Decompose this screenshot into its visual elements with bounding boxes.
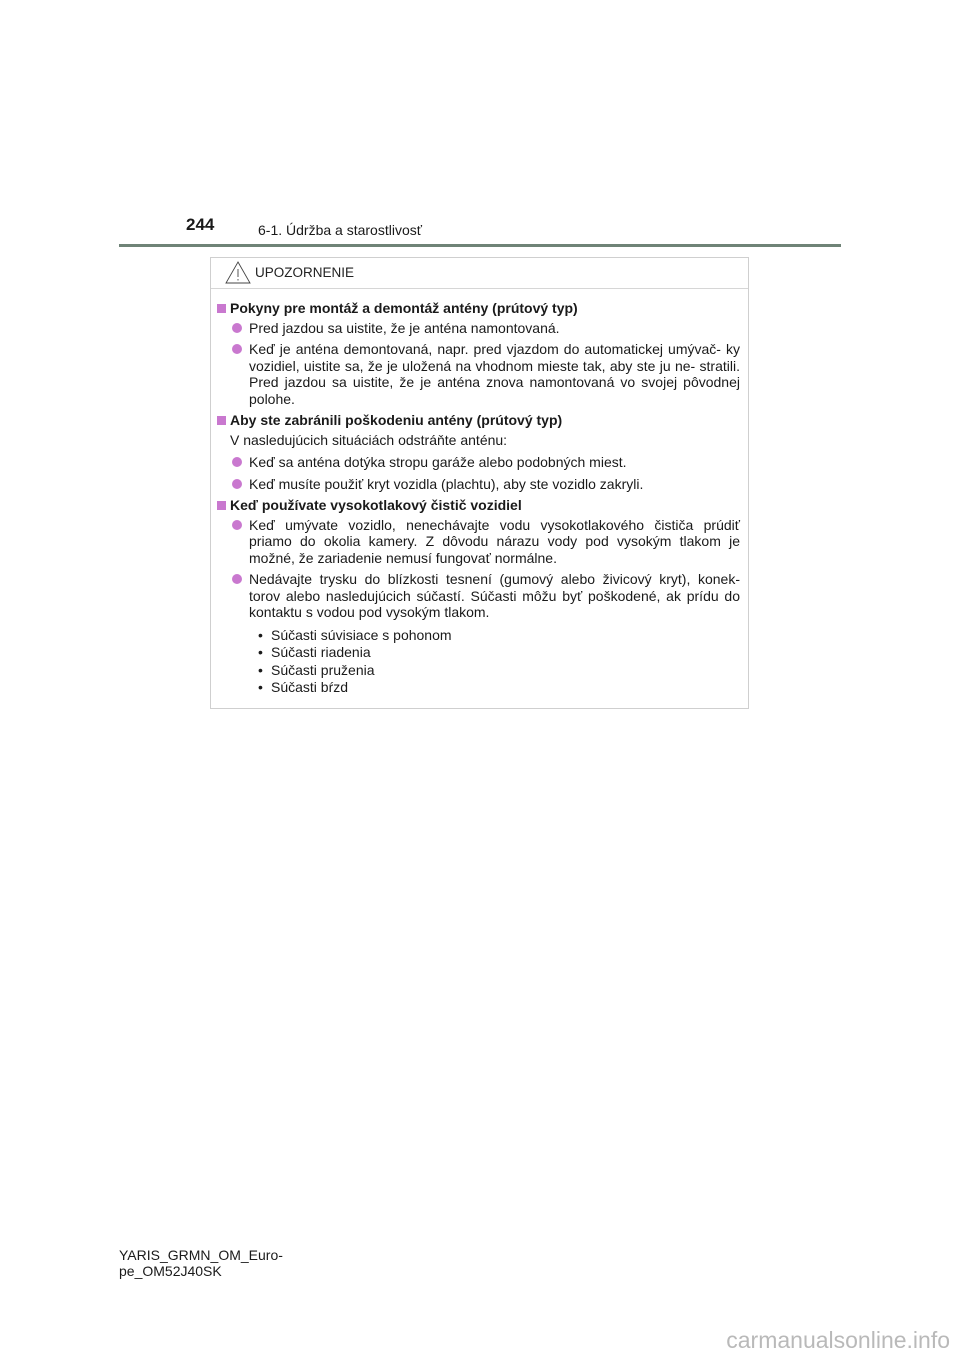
section-heading-text: Keď používate vysokotlakový čistič vozidiel — [230, 497, 522, 513]
sub-list-item — [217, 627, 740, 644]
round-bullet-icon — [232, 457, 242, 467]
round-bullet-icon — [232, 574, 242, 584]
header-rule — [119, 244, 841, 247]
warning-title: UPOZORNENIE — [255, 265, 355, 280]
bullet-text: Nedávajte trysku do blízkosti tesnení (gumový alebo živicový kryt), konek- torov alebo nasledujúcich súčastí. Súčasti môžu byť poškodené, ak prídu do kontaktu s vodou pod vysokým tlakom. — [249, 571, 740, 620]
bullet-text: Keď musíte použiť kryt vozidla (plachtu), aby ste vozidlo zakryli. — [249, 475, 644, 492]
bullet-item — [217, 476, 740, 493]
bullet-item — [217, 341, 740, 407]
bullet-text: Pred jazdou sa uistite, že je anténa namontovaná. — [249, 319, 560, 336]
square-bullet-icon — [217, 304, 226, 313]
square-bullet-icon — [217, 501, 226, 510]
square-bullet-icon — [217, 416, 226, 425]
dot-bullet-icon: • — [258, 626, 263, 643]
round-bullet-icon — [232, 479, 242, 489]
warning-header — [211, 258, 748, 289]
bullet-item — [217, 571, 740, 696]
footer-document-id — [119, 1247, 283, 1279]
bullet-item — [217, 517, 740, 567]
round-bullet-icon — [232, 344, 242, 354]
section-intro: V nasledujúcich situáciách odstráňte anténu: — [230, 431, 508, 448]
sub-list-item — [217, 662, 740, 679]
sub-list — [217, 627, 740, 696]
bullet-text: Keď je anténa demontovaná, napr. pred vjazdom do automatickej umývač- ky vozidiel, uistite sa, že je uložená na vhodnom mieste tak, aby ste ju ne- stratili. Pred jazdou sa uistite, že je anténa znova namontovaná vo svojej pôvodnej polohe. — [249, 341, 740, 407]
section-heading-text: Pokyny pre montáž a demontáž antény (prútový typ) — [230, 300, 578, 316]
sub-list-item — [217, 679, 740, 696]
round-bullet-icon — [232, 520, 242, 530]
section-heading-text: Aby ste zabránili poškodeniu antény (prútový typ) — [230, 412, 563, 428]
warning-box — [210, 257, 749, 709]
section-heading — [217, 497, 740, 514]
watermark[interactable]: carmanualsonline.info — [726, 1327, 950, 1353]
round-bullet-icon — [232, 323, 242, 333]
warning-triangle-icon — [225, 261, 251, 284]
footer-line-2: pe_OM52J40SK — [119, 1263, 222, 1279]
dot-bullet-icon: • — [258, 679, 263, 695]
bullet-text: Keď umývate vozidlo, nenechávajte vodu vysokotlakového čističa prúdiť priamo do okolia kamery. Z dôvodu nárazu vody pod vysokým tlakom je možné, že zariadenie nemusí fungovať normálne. — [249, 516, 740, 566]
sub-list-item — [217, 644, 740, 661]
page-number: 244 — [186, 215, 215, 234]
section-heading — [217, 300, 740, 317]
bullet-text: Keď sa anténa dotýka stropu garáže alebo podobných miest. — [249, 454, 627, 470]
sub-list-text: Súčasti pruženia — [271, 661, 375, 678]
sub-list-text: Súčasti riadenia — [271, 644, 371, 660]
section-title: 6-1. Údržba a starostlivosť — [258, 222, 422, 238]
sub-list-text: Súčasti súvisiace s pohonom — [271, 626, 452, 643]
bullet-item — [217, 454, 740, 471]
footer-line-1: YARIS_GRMN_OM_Euro- — [119, 1247, 283, 1263]
bullet-item — [217, 320, 740, 337]
sub-list-text: Súčasti bŕzd — [271, 679, 349, 695]
dot-bullet-icon: • — [258, 661, 263, 678]
warning-body — [211, 289, 748, 696]
dot-bullet-icon: • — [258, 644, 263, 660]
section-heading — [217, 412, 740, 429]
